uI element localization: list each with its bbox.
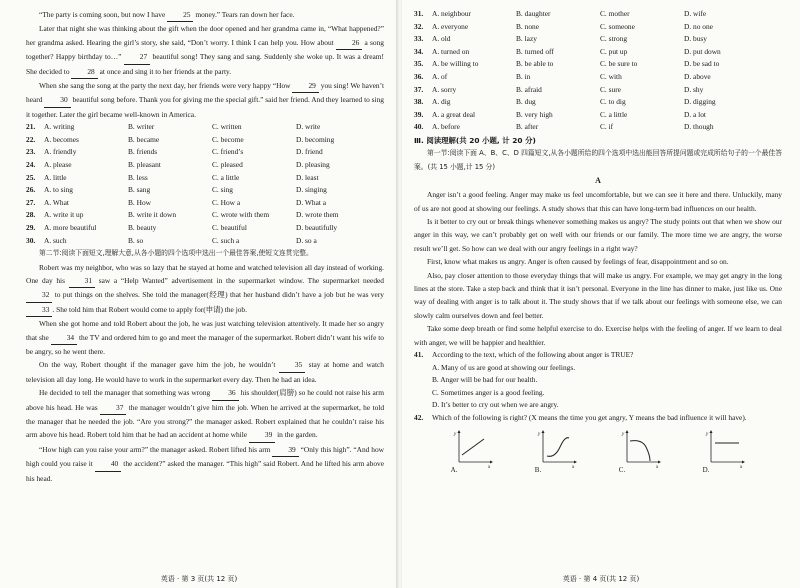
- option-b[interactable]: B. write it down: [128, 210, 177, 220]
- option-c[interactable]: C. strong: [600, 34, 628, 44]
- option-row: [26, 184, 384, 197]
- question-number: 31.: [414, 9, 424, 18]
- graph-b[interactable]: [516, 429, 600, 474]
- question-41-option[interactable]: B. Anger will be bad for our health.: [432, 375, 538, 385]
- option-d[interactable]: D. no one: [684, 21, 713, 31]
- option-a[interactable]: A. turned on: [432, 46, 470, 56]
- option-d[interactable]: D. What a: [296, 197, 327, 207]
- option-d[interactable]: D. singing: [296, 185, 327, 195]
- question-number: 38.: [414, 97, 424, 107]
- option-d[interactable]: D. least: [296, 172, 319, 182]
- graph-c-plot: [622, 429, 662, 470]
- option-row: [26, 235, 384, 248]
- left-page: [0, 0, 398, 588]
- option-c[interactable]: C. be sure to: [600, 59, 638, 69]
- option-row: [414, 8, 782, 21]
- option-row: [414, 46, 782, 59]
- option-d[interactable]: D. though: [684, 122, 714, 132]
- option-c[interactable]: C. sure: [600, 84, 621, 94]
- svg-text:y: y: [454, 431, 457, 437]
- blank-26[interactable]: 26: [336, 36, 362, 50]
- option-a[interactable]: A. to sing: [44, 185, 73, 195]
- option-b[interactable]: B. after: [516, 122, 539, 132]
- option-row: [414, 109, 782, 122]
- blank-37[interactable]: 37: [100, 401, 126, 415]
- option-c[interactable]: C. pleased: [212, 160, 243, 170]
- option-c[interactable]: C. wrote with them: [212, 210, 270, 220]
- option-row: [26, 134, 384, 147]
- option-c[interactable]: C. such a: [212, 235, 240, 245]
- option-d[interactable]: D. write: [296, 122, 321, 132]
- blank-35[interactable]: 35: [279, 358, 305, 372]
- option-c[interactable]: C. How a: [212, 197, 241, 207]
- option-a[interactable]: A. sorry: [432, 84, 457, 94]
- paragraph-5: When she got home and told Robert about the job, he was just watching television attentively. It made her so angry that she 34 the TV and ordered him to go and meet the manager of the supermarket. Robert didn’t want his wife to be angry, so he went there.: [26, 319, 384, 357]
- option-c[interactable]: C. to dig: [600, 97, 626, 107]
- option-row: [414, 71, 782, 84]
- blank-39[interactable]: 39: [272, 443, 298, 457]
- page-footer-right: 英语 · 第 4 页(共 12 页): [562, 575, 640, 583]
- option-d[interactable]: D. be sad to: [684, 59, 720, 69]
- option-b[interactable]: B. became: [128, 134, 160, 144]
- svg-text:y: y: [706, 431, 709, 437]
- right-page: [402, 0, 800, 588]
- blank-28[interactable]: 28: [71, 65, 97, 79]
- option-b[interactable]: B. daughter: [516, 9, 551, 18]
- graph-b-label: B.: [534, 465, 542, 474]
- question-41-option[interactable]: D. It’s better to cry out when we are angry.: [432, 400, 559, 410]
- option-a[interactable]: A. friendly: [44, 147, 77, 157]
- paragraph-8: “How high can you raise your arm?” the manager asked. Robert lifted his arm 39 “Only this high”. “And how high could you raise it 40 the accident?” asked the manager. “This high” said Robert. And he lifted his arm above his head.: [26, 444, 384, 483]
- blank-25[interactable]: 25: [167, 8, 193, 22]
- option-c[interactable]: C. mother: [600, 9, 630, 18]
- option-row: [26, 222, 384, 235]
- blank-29[interactable]: 29: [292, 79, 318, 93]
- graph-c-label: C.: [618, 465, 626, 474]
- graph-d-plot: [706, 429, 746, 470]
- option-row: [414, 84, 782, 97]
- graph-a[interactable]: [432, 429, 516, 474]
- option-b[interactable]: B. writer: [128, 122, 155, 132]
- options-31-40: [414, 8, 782, 134]
- option-b[interactable]: B. sang: [128, 185, 151, 195]
- blank-40[interactable]: 40: [95, 457, 121, 471]
- option-d[interactable]: D. pleasing: [296, 160, 330, 170]
- question-number: 21.: [26, 122, 36, 132]
- question-number: 22.: [26, 134, 36, 144]
- option-c[interactable]: C. friend’s: [212, 147, 244, 157]
- option-b[interactable]: B. turned off: [516, 46, 554, 56]
- option-c[interactable]: C. put up: [600, 46, 628, 56]
- graph-d[interactable]: [684, 429, 768, 474]
- option-a[interactable]: A. becomes: [44, 134, 79, 144]
- passage-a: [414, 188, 782, 349]
- option-b[interactable]: B. none: [516, 21, 539, 31]
- page-footer-left: 英语 · 第 3 页(共 12 页): [160, 575, 238, 583]
- option-b[interactable]: B. How: [128, 197, 151, 207]
- option-a[interactable]: A. such: [44, 235, 67, 245]
- option-d[interactable]: D. becoming: [296, 134, 335, 144]
- option-a[interactable]: A. please: [44, 160, 72, 170]
- option-a[interactable]: A. little: [44, 172, 67, 182]
- option-row: [414, 21, 782, 34]
- option-b[interactable]: B. less: [128, 172, 148, 182]
- option-b[interactable]: B. pleasant: [128, 160, 161, 170]
- option-a[interactable]: A. a great deal: [432, 109, 476, 119]
- question-number: 39.: [414, 109, 424, 119]
- option-b[interactable]: B. dug: [516, 97, 536, 107]
- option-a[interactable]: A. old: [432, 34, 451, 44]
- section-3-intro: 第一节:阅读下面 A、B、C、D 四篇短文,从各小题所给的四个选项中选出能回答所提问题或完成所给句子的一个最佳答案。(共 15 小题,计 15 分): [414, 149, 782, 171]
- blank-27[interactable]: 27: [124, 50, 150, 64]
- paragraph-4: Robert was my neighbor, who was so lazy that he stayed at home and watched television all day instead of working. One day his 31 saw a “Help Wanted” advertisement in the supermarket window. The supermarket needed 32 to put things on the shelves. She told the manager(经理) that her husband didn’t have a job but he was very 33 . She told him that Robert would come to apply for(申请) the job.: [26, 261, 384, 318]
- graph-a-plot: [454, 429, 494, 470]
- option-b[interactable]: B. beauty: [128, 223, 157, 232]
- question-number: 37.: [414, 84, 424, 94]
- option-row: [414, 121, 782, 134]
- option-b[interactable]: B. be able to: [516, 59, 554, 69]
- option-a[interactable]: A. be willing to: [432, 59, 479, 69]
- passage-paragraph: First, know what makes us angry. Anger is often caused by feelings of fear, disappointment and so on.: [427, 257, 729, 267]
- passage-paragraph: Anger isn’t a good feeling. Anger may make us feel uncomfortable, but we can see it here and there. Unluckily, many of us are not good at showing our feelings. A study shows that this can have long-term bad influences on our health.: [414, 190, 782, 213]
- paragraph-1: “The party is coming soon, but now I have 25 money.” Tears ran down her face.: [26, 8, 384, 22]
- question-number: 27.: [26, 197, 36, 207]
- question-number: 25.: [26, 172, 36, 182]
- question-number: 29.: [26, 223, 36, 232]
- option-c[interactable]: C. a little: [212, 172, 240, 182]
- option-c[interactable]: C. become: [212, 134, 244, 144]
- option-a[interactable]: A. dig: [432, 97, 451, 107]
- question-number: 40.: [414, 122, 424, 132]
- option-row: [26, 209, 384, 222]
- question-42-graphs: [414, 429, 782, 474]
- svg-text:x: x: [572, 464, 575, 470]
- question-number: 34.: [414, 46, 424, 56]
- option-row: [26, 172, 384, 185]
- option-row: [26, 146, 384, 159]
- option-c[interactable]: C. sing: [212, 185, 233, 195]
- svg-text:x: x: [656, 464, 659, 470]
- option-c[interactable]: C. if: [600, 122, 614, 132]
- question-41-options: [414, 362, 782, 412]
- option-row: [414, 58, 782, 71]
- option-row: [414, 96, 782, 109]
- option-d[interactable]: D. so a: [296, 235, 317, 245]
- question-41-option[interactable]: A. Many of us are good at showing our feelings.: [432, 362, 576, 372]
- option-d[interactable]: D. wife: [684, 9, 707, 18]
- graph-b-plot: [538, 429, 578, 470]
- option-a[interactable]: A. writing: [44, 122, 75, 132]
- option-d[interactable]: D. busy: [684, 34, 707, 44]
- question-41-option[interactable]: C. Sometimes anger is a good feeling.: [432, 387, 545, 397]
- option-c[interactable]: C. a little: [600, 109, 628, 119]
- option-c[interactable]: C. with: [600, 71, 622, 81]
- option-d[interactable]: D. a lot: [684, 109, 706, 119]
- question-number: 35.: [414, 59, 424, 69]
- paragraph-3: When she sang the song at the party the next day, her friends were very happy “How 29 you sing! We haven’t heard 30 beautiful song before. Thank you for giving me the special gift.” said her friend. And they learned to sing it together. Later the girl became well-known in America.: [26, 81, 384, 119]
- option-b[interactable]: B. in: [516, 71, 531, 81]
- question-number: 23.: [26, 147, 36, 157]
- question-42-text: Which of the following is right? (X means the time you get angry, Y means the bad influence it will have).: [432, 413, 747, 422]
- blank-32[interactable]: 32: [26, 288, 52, 302]
- option-row: [26, 159, 384, 172]
- svg-text:y: y: [622, 431, 625, 437]
- blank-36[interactable]: 36: [212, 386, 238, 400]
- option-d[interactable]: D. above: [684, 71, 711, 81]
- option-a[interactable]: A. of: [432, 71, 448, 81]
- blank-34[interactable]: 34: [51, 331, 77, 345]
- svg-text:x: x: [488, 464, 491, 470]
- option-d[interactable]: D. friend: [296, 147, 323, 157]
- option-a[interactable]: A. What: [44, 197, 69, 207]
- passage-paragraph: Is it better to cry out or break things whenever something makes us angry? The study points out that when we show our anger in this way, we can’t probably get on well with our friends or our family. The more time we are angry, the worse result we’ll get. So how can we deal with our angry feelings in a right way?: [414, 216, 782, 253]
- option-row: [26, 121, 384, 134]
- graph-a-label: A.: [450, 465, 458, 474]
- section-3-title: Ⅲ. 阅读理解(共 20 小题, 计 20 分): [414, 135, 536, 145]
- paragraph-6: On the way, Robert thought if the manager gave him the job, he wouldn’t 35 stay at home and watch television all day long. He would have to work in the supermarket every day. Then he had an idea.: [26, 360, 384, 384]
- passage-paragraph: Take some deep breath or find some helpful exercise to do. Exercise helps with the feeling of anger. If we learn to deal with anger, we will be happier and healthier.: [414, 324, 782, 347]
- option-c[interactable]: C. someone: [600, 21, 635, 31]
- option-a[interactable]: A. before: [432, 122, 460, 132]
- question-number: 24.: [26, 160, 36, 170]
- paragraph-2: Later that night she was thinking about the gift when the door opened and her grandma came in, “What happened?” her grandma asked. Hearing the girl’s story, she said, “Don’t worry. I think I can help you. How about 26 a song together? Happy birthday to…” 27 beautiful song! They sang and sang. Suddenly she woke up. It was a dream! She decided to 28 at once and sing it to her friends at the party.: [26, 22, 384, 79]
- question-41-text: According to the text, which of the following about anger is TRUE?: [432, 350, 634, 360]
- passage-label: A: [595, 176, 601, 186]
- option-c[interactable]: C. beautiful: [212, 223, 247, 232]
- question-number: 26.: [26, 185, 36, 195]
- option-b[interactable]: B. afraid: [516, 84, 542, 94]
- blank-30[interactable]: 30: [44, 93, 70, 107]
- option-b[interactable]: B. very high: [516, 109, 553, 119]
- option-b[interactable]: B. so: [128, 235, 144, 245]
- question-number: 33.: [414, 34, 424, 44]
- blank-38[interactable]: 39: [249, 428, 275, 442]
- option-row: [414, 33, 782, 46]
- option-d[interactable]: D. wrote them: [296, 210, 339, 220]
- question-number: 32.: [414, 21, 424, 31]
- section-2-title: 第二节:阅读下面短文,理解大意,从各小题的四个选项中选出一个最佳答案,使短文连贯完整。: [39, 249, 313, 258]
- question-number: 28.: [26, 210, 36, 220]
- option-d[interactable]: D. shy: [684, 84, 704, 94]
- option-a[interactable]: A. everyone: [432, 21, 469, 31]
- option-b[interactable]: B. friends: [128, 147, 158, 157]
- svg-text:y: y: [538, 431, 541, 437]
- option-a[interactable]: A. write it up: [44, 210, 84, 220]
- blank-33[interactable]: 33: [26, 303, 52, 317]
- paragraph-7: He decided to tell the manager that something was wrong 36 his shoulder(肩膀) so he could not raise his arm above his head. He was 37 the manager wouldn’t give him the job. When he arrived at the supermarket, he told the manager that he needed the job. “Are you strong?” the manager asked. Robert explained that he couldn’t raise his arm above his head. Robert told him that he had an accident at home while 39 in the garden.: [26, 386, 384, 443]
- question-number: 30.: [26, 235, 36, 245]
- passage-paragraph: Also, pay closer attention to those everyday things that will make us angry. For example, we may get angry in the long lines at the store. Take a step back and think that it isn’t personal. Everyone in the line has dinner to make, just like us. One way of dealing with anger is to talk about it. The study shows that if we talk about our feelings with someone else, we can slowly calm ourselves down and feel better.: [414, 270, 782, 320]
- svg-text:x: x: [740, 464, 743, 470]
- question-41: 41. According to the text, which of the following about anger is TRUE?: [414, 349, 782, 362]
- question-42: 42. Which of the following is right? (X means the time you get angry, Y means the bad influence it will have).: [414, 412, 782, 425]
- option-d[interactable]: D. digging: [684, 97, 716, 107]
- option-d[interactable]: D. put down: [684, 46, 721, 56]
- options-21-30: [26, 121, 384, 247]
- option-a[interactable]: A. neighbour: [432, 9, 471, 18]
- option-a[interactable]: A. more beautiful: [44, 223, 97, 232]
- option-row: [26, 197, 384, 210]
- option-d[interactable]: D. beautifully: [296, 223, 338, 232]
- blank-31[interactable]: 31: [69, 274, 95, 288]
- option-c[interactable]: C. written: [212, 122, 242, 132]
- graph-d-label: D.: [702, 465, 710, 474]
- question-number: 36.: [414, 71, 424, 81]
- graph-c[interactable]: [600, 429, 684, 474]
- option-b[interactable]: B. lazy: [516, 34, 537, 44]
